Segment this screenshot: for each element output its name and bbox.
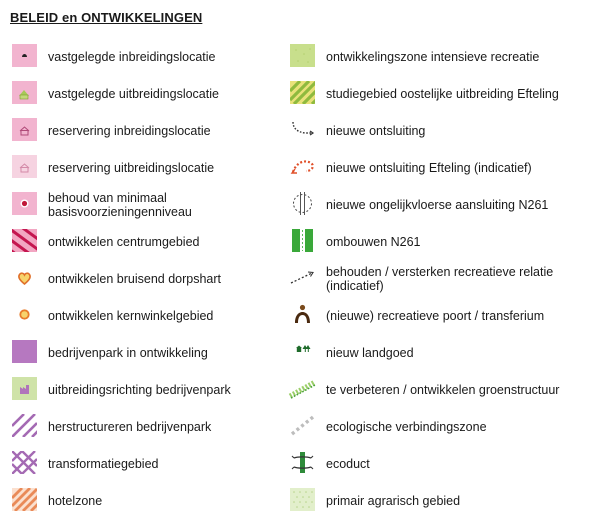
legend-label: hotelzone [48, 493, 103, 508]
pink-square-house-green-icon [10, 79, 39, 106]
legend-item [288, 112, 606, 149]
orange-circle-icon [10, 301, 39, 328]
legend-item [10, 408, 290, 445]
legend-item [10, 112, 290, 149]
legend-label: ecoduct [326, 456, 370, 471]
legend-label: ecologische verbindingszone [326, 419, 487, 434]
legend-label: uitbreidingsrichting bedrijvenpark [48, 382, 231, 397]
legend-item [288, 408, 606, 445]
pink-square-red-dot-icon [10, 190, 39, 217]
legend-item [288, 334, 606, 371]
legend-item [288, 38, 606, 75]
legend-column-right [288, 38, 606, 519]
legend-label: transformatiegebied [48, 456, 159, 471]
legend-label: ontwikkelen kernwinkelgebied [48, 308, 214, 323]
legend-label: nieuw landgoed [326, 345, 414, 360]
legend-item [288, 223, 606, 260]
light-pink-square-house-icon [10, 153, 39, 180]
orange-hatch-icon [10, 486, 39, 513]
legend-item [288, 482, 606, 519]
legend-item [10, 223, 290, 260]
legend-label: nieuwe ontsluiting Efteling (indicatief) [326, 160, 532, 175]
orange-heart-icon [10, 264, 39, 291]
legend-item [10, 186, 290, 223]
legend-label: ombouwen N261 [326, 234, 421, 249]
purple-square-icon [10, 338, 39, 365]
legend-label: herstructureren bedrijvenpark [48, 419, 212, 434]
legend-label: nieuwe ontsluiting [326, 123, 426, 138]
legend-item [288, 260, 606, 297]
legend-item [288, 445, 606, 482]
light-green-square-icon [288, 42, 317, 69]
gate-icon [288, 301, 317, 328]
legend-label: te verbeteren / ontwikkelen groenstructuur [326, 382, 560, 397]
legend-label: reservering inbreidingslocatie [48, 123, 211, 138]
legend-label: ontwikkelen bruisend dorpshart [48, 271, 222, 286]
yellow-green-stripes-icon [288, 79, 317, 106]
pink-square-house-icon [10, 116, 39, 143]
dotted-arrow-icon [288, 116, 317, 143]
green-dotted-band-icon [288, 375, 317, 402]
green-square-building-icon [10, 375, 39, 402]
legend-label: vastgelegde inbreidingslocatie [48, 49, 216, 64]
legend-label: bedrijvenpark in ontwikkeling [48, 345, 208, 360]
estate-icon [288, 338, 317, 365]
legend-label: reservering uitbreidingslocatie [48, 160, 215, 175]
ecoduct-icon [288, 449, 317, 476]
legend-item [10, 38, 290, 75]
legend-label: ontwikkelingszone intensieve recreatie [326, 49, 540, 64]
legend-label: (nieuwe) recreatieve poort / transferium [326, 308, 545, 323]
red-dotted-arrow-icon [288, 153, 317, 180]
legend-item [10, 75, 290, 112]
legend-item [10, 297, 290, 334]
legend-item [288, 186, 606, 223]
legend-label: vastgelegde uitbreidingslocatie [48, 86, 219, 101]
legend-label: nieuwe ongelijkvloerse aansluiting N261 [326, 197, 549, 212]
legend-item [10, 149, 290, 186]
dashed-circle-road-icon [288, 190, 317, 217]
legend-label: behoud van minimaal basisvoorzieningenniveau [48, 190, 192, 219]
legend-item [10, 445, 290, 482]
pale-green-dotted-square-icon [288, 486, 317, 513]
legend-label: behouden / versterken recreatieve relatie (indicatief) [326, 264, 554, 293]
legend-label: ontwikkelen centrumgebied [48, 234, 200, 249]
legend-label: studiegebied oostelijke uitbreiding Efteling [326, 86, 559, 101]
legend-item [10, 260, 290, 297]
green-road-icon [288, 227, 317, 254]
legend-column-left [10, 38, 290, 519]
purple-crosshatch-icon [10, 449, 39, 476]
legend-item [288, 149, 606, 186]
legend-item [10, 371, 290, 408]
legend-item [10, 482, 290, 519]
pink-square-dot-icon [10, 42, 39, 69]
legend-item [10, 334, 290, 371]
legend-title: BELEID en ONTWIKKELINGEN [10, 10, 203, 25]
dashed-arrow-icon [288, 264, 317, 291]
legend-item [288, 371, 606, 408]
red-diagonal-stripes-icon [10, 227, 39, 254]
legend-item [288, 75, 606, 112]
legend-item [288, 297, 606, 334]
legend-label: primair agrarisch gebied [326, 493, 461, 508]
grey-dotted-line-icon [288, 412, 317, 439]
purple-hatch-icon [10, 412, 39, 439]
